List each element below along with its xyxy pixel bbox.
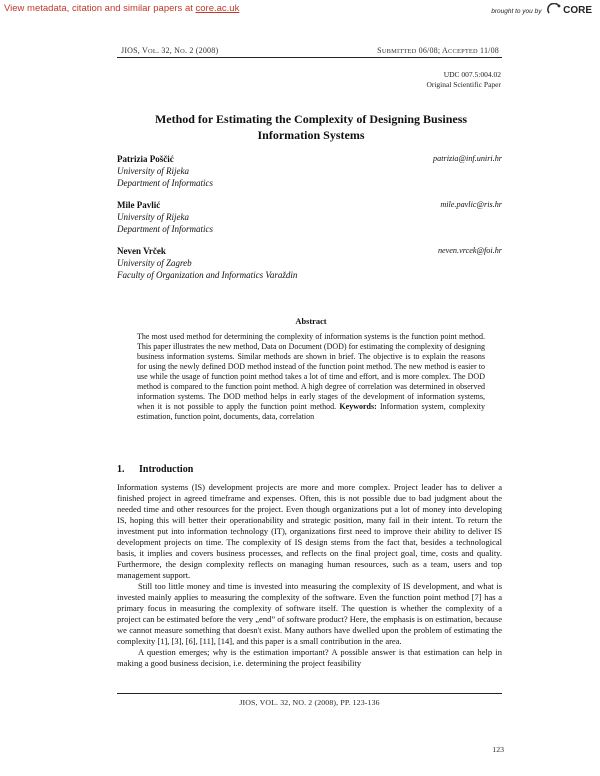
running-header-left <box>121 46 218 55</box>
title-line-2: Information Systems <box>257 128 365 142</box>
section-title: Introduction <box>139 464 194 475</box>
core-ac-uk-link[interactable]: core.ac.uk <box>195 3 240 14</box>
title-line-1: Method for Estimating the Complexity of Designing Business <box>154 112 468 126</box>
header-rule <box>117 57 502 58</box>
core-metadata-text: View metadata, citation and similar papers at <box>4 3 196 14</box>
author-affiliation: University of Rijeka <box>117 166 189 176</box>
core-brand-name: CORE <box>563 5 592 16</box>
core-brand[interactable] <box>491 3 592 16</box>
core-metadata-link[interactable] <box>4 3 239 14</box>
header-submitted-s: S <box>377 46 382 55</box>
section-heading <box>117 464 193 475</box>
paper-type: Original Scientific Paper <box>426 80 501 89</box>
header-accepted-date: 11/08 <box>477 46 499 55</box>
header-submitted: UBMITTED <box>381 48 417 55</box>
brought-by-text: brought to you by <box>491 8 542 15</box>
paragraph: A question emerges; why is the estimation important? A possible answer is that estimation can help in making a good business decision, i.e. determining the project feasibility <box>117 647 502 668</box>
header-journal: JIOS, V <box>121 46 149 55</box>
author-affiliation: University of Zagreb <box>117 258 192 268</box>
keywords-label: Keywords: <box>339 402 377 411</box>
section-body <box>117 482 502 669</box>
author-block <box>117 153 502 189</box>
author-department: Department of Informatics <box>117 224 213 234</box>
abstract-heading: Abstract <box>295 317 327 326</box>
header-submitted-date: 06/08; A <box>416 46 449 55</box>
header-no: O <box>180 48 185 55</box>
page-number: 123 <box>492 745 504 754</box>
author-name: Mile Pavlić <box>117 200 161 210</box>
paper-title <box>117 111 505 143</box>
abstract-body <box>137 332 485 422</box>
header-issue: . 2 (2008) <box>184 46 219 55</box>
author-affiliation: University of Rijeka <box>117 212 189 222</box>
section-number: 1. <box>117 464 125 475</box>
core-logo-icon <box>547 3 561 15</box>
running-header-right <box>377 46 499 55</box>
core-banner <box>0 0 600 20</box>
author-email[interactable]: mile.pavlic@ris.hr <box>440 200 502 209</box>
author-name: Patrizia Poščić <box>117 154 174 164</box>
author-email[interactable]: patrizia@inf.uniri.hr <box>433 154 502 163</box>
header-vol-num: . 32, N <box>156 46 181 55</box>
author-name: Neven Vrček <box>117 246 166 256</box>
footer-citation: JIOS, VOL. 32, NO. 2 (2008), PP. 123-136 <box>239 698 380 707</box>
keywords-text: Information system, complexity estimation, function point, documents, data, correlation <box>137 402 485 421</box>
abstract-text: The most used method for determining the complexity of information systems is the function point method. This paper illustrates the new method, Data on Document (DOD) for estimating the complexity of designing business information systems. Similar methods are shown in brief. The objective is to explain the reasons for using the newly defined DOD method instead of the function point method. The new method is easier to use while the usage of function point method takes a lot of time and effort, and is more complex. The DOD method is compared to the function point method. A high degree of correlation was determined in observed information systems. The DOD method helps in early stages of the development of information systems, when it is not possible to apply the function point method. <box>137 332 485 411</box>
classification <box>426 70 501 90</box>
author-department: Department of Informatics <box>117 178 213 188</box>
footer-rule <box>117 693 502 694</box>
author-department: Faculty of Organization and Informatics Varaždin <box>117 270 298 280</box>
udc-code: UDC 007.5:004.02 <box>443 70 501 79</box>
header-vol: OL <box>148 48 157 55</box>
paragraph: Information systems (IS) development projects are more and more complex. Project leader has to deliver a finished project in agreed timeframe and expenses. Often, this is not possible due to bad judgment about the needed time and other resources for the project. Even though organizations put a lot of money into developing IS, hoping this will better their operationability and strategic position, many fail in their intent. To return the investment put into information technology (IT), organizations first need to improve their ability to deliver IS development projects on time. The complexity of IS design stems from the fact that, besides a technological basis, it implies and covers business processes, and reflects on the final project goal, time, costs and quality. Furthermore, the design complexity reflects on managing human resources, such as a team, users and top management support. <box>117 482 502 580</box>
author-block <box>117 199 502 235</box>
author-email[interactable]: neven.vrcek@foi.hr <box>437 246 502 255</box>
paragraph: Still too little money and time is invested into measuring the complexity of IS development, and what is invested mainly applies to measuring the complexity of the software. Even the function point method [7] has a primary focus in measuring the complexity of software itself. The question is whether the complexity of a project can be estimated before the very „end” of software product? Here, the emphasis is on estimation, because we cannot measure something that doesn't exist. Many authors have dwelled upon the problem of estimating the complexity [1], [3], [6], [11], [14], and this paper is a small contribution in the area. <box>117 581 502 646</box>
header-accepted: CCEPTED <box>448 48 478 55</box>
author-block <box>117 245 502 281</box>
